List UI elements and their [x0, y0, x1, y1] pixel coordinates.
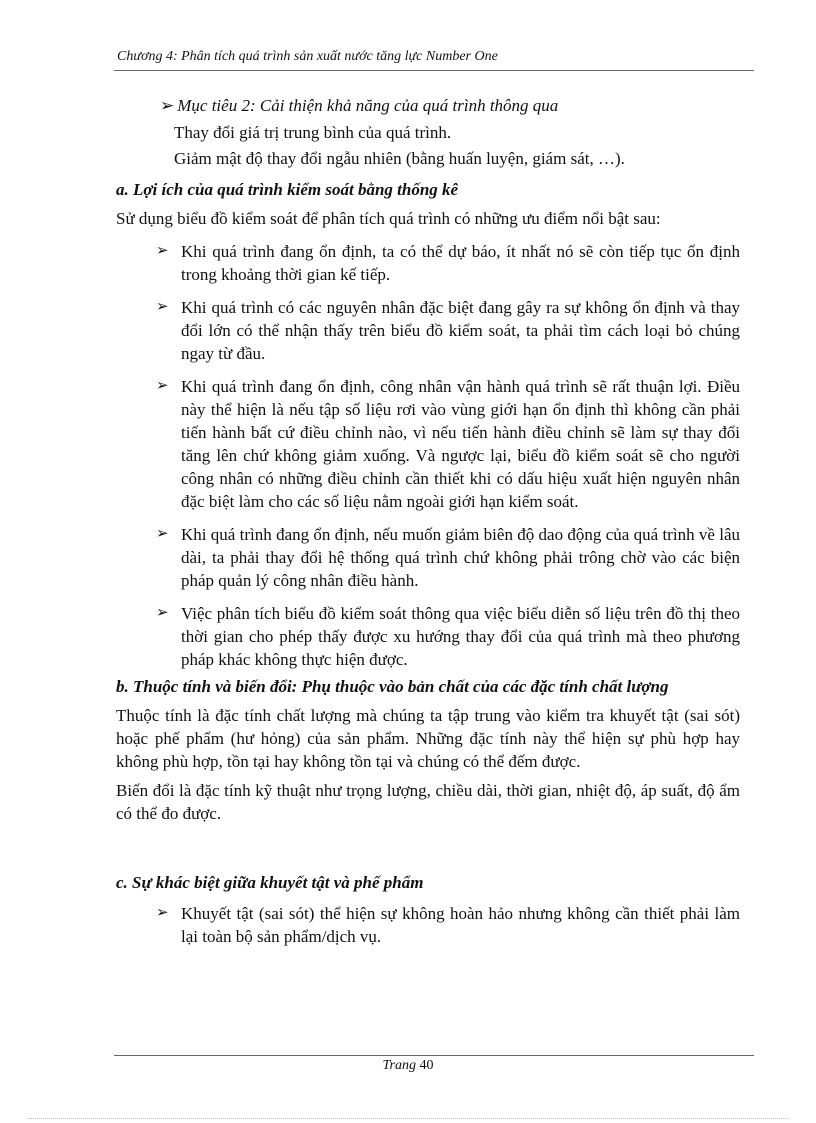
bullet-text: Khi quá trình đang ổn định, công nhân vận hành quá trình sẽ rất thuận lợi. Điều này thể hiện là nếu tập số liệu rơi vào vùng giới hạn ổn định thì không cần phải tiến hành bất cứ điều chỉnh nào, vì nếu tiến hành điều chỉnh sẽ làm sự thay đổi tăng lên chứ không giảm xuống. Và ngược lại, biểu đồ kiểm soát sẽ cho người công nhân có những điều chỉnh cần thiết khi có dấu hiệu xuất hiện nguyên nhân đặc biệt làm cho các số liệu nằm ngoài giới hạn kiểm soát.: [181, 377, 740, 511]
goal-2-line: Giảm mật độ thay đổi ngẫu nhiên (bằng huấn luyện, giám sát, …).: [174, 149, 625, 168]
bullet-text: Khi quá trình có các nguyên nhân đặc biệt đang gây ra sự không ổn định và thay đổi lớn có thể nhận thấy trên biểu đồ kiểm soát, ta phải tìm cách loại bỏ chúng ngay từ đầu.: [181, 298, 740, 363]
goal-2-text: Mục tiêu 2: Cải thiện khả năng của quá trình thông qua: [177, 96, 559, 115]
bullet-text: Khi quá trình đang ổn định, ta có thể dự báo, ít nhất nó sẽ còn tiếp tục ổn định trong khoảng thời gian kế tiếp.: [181, 242, 740, 284]
running-header: Chương 4: Phân tích quá trình sản xuất nước tăng lực Number One: [117, 49, 498, 64]
page-number: 40: [419, 1058, 434, 1073]
arrowhead-bullet-icon: ➢: [156, 243, 169, 259]
footer-rule: [114, 1055, 754, 1056]
section-a-intro: Sử dụng biểu đồ kiểm soát để phân tích quá trình có những ưu điểm nổi bật sau:: [116, 209, 661, 228]
section-c-heading: c. Sự khác biệt giữa khuyết tật và phế phẩm: [116, 873, 424, 892]
bullet-text: Khuyết tật (sai sót) thể hiện sự không hoàn hảo nhưng không cần thiết phải làm lại toàn bộ sản phẩm/dịch vụ.: [181, 904, 740, 946]
section-a-bullet: [156, 296, 740, 365]
arrowhead-bullet-icon: ➢: [156, 905, 169, 921]
goal-2-title: [160, 94, 740, 117]
section-a-heading: a. Lợi ích của quá trình kiểm soát bằng thống kê: [116, 180, 459, 199]
section-b-paragraph: Biến đổi là đặc tính kỹ thuật như trọng lượng, chiều dài, thời gian, nhiệt độ, áp suất, độ ẩm có thể đo được.: [116, 781, 740, 823]
header-rule: [114, 70, 754, 71]
section-a-bullet: [156, 523, 740, 592]
page-content: [116, 94, 740, 958]
section-b-heading: b. Thuộc tính và biến đổi: Phụ thuộc vào bản chất của các đặc tính chất lượng: [116, 677, 669, 696]
goal-2-line: Thay đổi giá trị trung bình của quá trình.: [174, 123, 452, 142]
page-label: Trang: [382, 1058, 416, 1073]
page-footer: [0, 1058, 816, 1074]
arrowhead-bullet-icon: ➢: [156, 526, 169, 542]
section-c-bullet: [156, 902, 740, 948]
page-bottom-border: [28, 1118, 788, 1119]
arrowhead-bullet-icon: ➢: [156, 299, 169, 315]
arrowhead-bullet-icon: ➢: [156, 378, 169, 394]
section-a-bullet: [156, 375, 740, 513]
section-a-bullet: [156, 240, 740, 286]
bullet-text: Khi quá trình đang ổn định, nếu muốn giảm biên độ dao động của quá trình về lâu dài, ta phải thay đổi hệ thống quá trình chứ không phải trông chờ vào các biện pháp quản lý công nhân điều hành.: [181, 525, 740, 590]
bullet-text: Việc phân tích biểu đồ kiểm soát thông qua việc biểu diễn số liệu trên đồ thị theo thời gian cho phép thấy được xu hướng thay đổi của quá trình mà theo phương pháp khác không thực hiện được.: [181, 604, 740, 669]
arrowhead-bullet-icon: ➢: [160, 96, 175, 115]
section-b-paragraph: Thuộc tính là đặc tính chất lượng mà chúng ta tập trung vào kiểm tra khuyết tật (sai sót) hoặc phế phẩm (hư hỏng) của sản phẩm. Những đặc tính này thể hiện sự phù hợp hay không phù hợp, tồn tại hay không tồn tại và chúng có thể đếm được.: [116, 706, 740, 771]
spacer: [116, 831, 740, 871]
section-a-bullet: [156, 602, 740, 671]
arrowhead-bullet-icon: ➢: [156, 605, 169, 621]
